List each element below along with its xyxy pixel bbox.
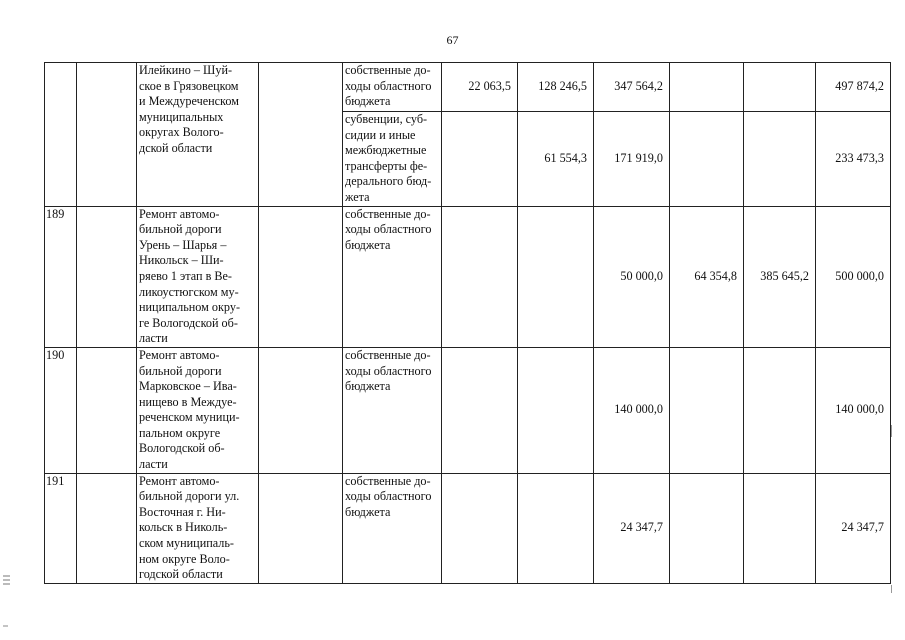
scan-artifact <box>3 574 11 588</box>
object-name: Ремонт автомо- бильной дороги ул. Восточная г. Ни- кольск в Николь- ском муниципаль- ном округе Воло- годской области <box>139 473 240 582</box>
empty-cell <box>259 347 343 473</box>
funding-source: субвенции, суб- сидии и иные межбюджетные трансферты фе- дерального бюд- жета <box>345 112 432 204</box>
value-cell: 61 554,3 <box>518 112 594 207</box>
value-cell <box>442 206 518 347</box>
value-cell <box>442 112 518 207</box>
value-cell: 385 645,2 <box>744 206 816 347</box>
empty-cell <box>259 473 343 583</box>
funding-source-cell <box>343 112 442 207</box>
value-cell <box>442 473 518 583</box>
value-cell <box>670 112 744 207</box>
object-name: Ремонт автомо- бильной дороги Марковское – Ива- нищево в Междуе- реченском муници- пальном округе Вологодской об- ласти <box>139 347 240 472</box>
table-row <box>45 473 891 583</box>
object-name: Ремонт автомо- бильной дороги Урень – Шарья – Никольск – Ши- ряево 1 этап в Ве- ликоустюгском му- ниципальном окру- ге Вологодской об- ласти <box>139 206 241 346</box>
value-cell <box>744 473 816 583</box>
funding-source-cell <box>343 206 442 347</box>
value-cell <box>518 206 594 347</box>
value-cell: 24 347,7 <box>594 473 670 583</box>
value-cell: 50 000,0 <box>594 206 670 347</box>
total-cell: 500 000,0 <box>816 206 891 347</box>
empty-cell <box>259 63 343 207</box>
funding-source-cell <box>343 63 442 112</box>
value-cell <box>744 63 816 112</box>
table-row <box>45 347 891 473</box>
value-cell <box>518 473 594 583</box>
funding-source: собственные до- ходы областного бюджета <box>345 473 432 519</box>
value-cell <box>670 347 744 473</box>
total-cell: 233 473,3 <box>816 112 891 207</box>
table-row <box>45 63 891 112</box>
row-index-cell: 191 <box>45 473 77 583</box>
funding-source: собственные до- ходы областного бюджета <box>345 347 432 394</box>
funding-source-cell <box>343 347 442 473</box>
empty-cell <box>77 347 137 473</box>
value-cell <box>670 473 744 583</box>
scan-artifact <box>891 585 892 593</box>
row-index-cell: 190 <box>45 347 77 473</box>
total-cell: 497 874,2 <box>816 63 891 112</box>
scan-artifact <box>3 620 9 631</box>
empty-cell <box>77 473 137 583</box>
object-name: Илейкино – Шуй- ское в Грязовецком и Междуреченском муниципальных округах Волого- дской области <box>139 63 239 155</box>
object-name-cell <box>137 347 259 473</box>
table-row <box>45 206 891 347</box>
value-cell <box>442 347 518 473</box>
scan-artifact-dash <box>3 624 9 628</box>
row-index-cell: 189 <box>45 206 77 347</box>
total-cell: 24 347,7 <box>816 473 891 583</box>
object-name-cell <box>137 206 259 347</box>
value-cell: 22 063,5 <box>442 63 518 112</box>
value-cell <box>670 63 744 112</box>
object-name-cell <box>137 473 259 583</box>
value-cell: 64 354,8 <box>670 206 744 347</box>
funding-source-cell <box>343 473 442 583</box>
scan-artifact <box>891 425 892 437</box>
scan-artifact-mark <box>3 574 11 588</box>
value-cell <box>518 347 594 473</box>
budget-table <box>44 62 891 584</box>
empty-cell <box>77 206 137 347</box>
value-cell <box>744 112 816 207</box>
empty-cell <box>259 206 343 347</box>
funding-source: собственные до- ходы областного бюджета <box>345 206 432 252</box>
page-number: 67 <box>446 33 459 47</box>
value-cell: 347 564,2 <box>594 63 670 112</box>
object-name-cell <box>137 63 259 207</box>
total-cell: 140 000,0 <box>816 347 891 473</box>
empty-cell <box>77 63 137 207</box>
value-cell <box>744 347 816 473</box>
funding-source: собственные до- ходы областного бюджета <box>345 63 432 109</box>
value-cell: 171 919,0 <box>594 112 670 207</box>
row-index-cell <box>45 63 77 207</box>
value-cell: 128 246,5 <box>518 63 594 112</box>
value-cell: 140 000,0 <box>594 347 670 473</box>
